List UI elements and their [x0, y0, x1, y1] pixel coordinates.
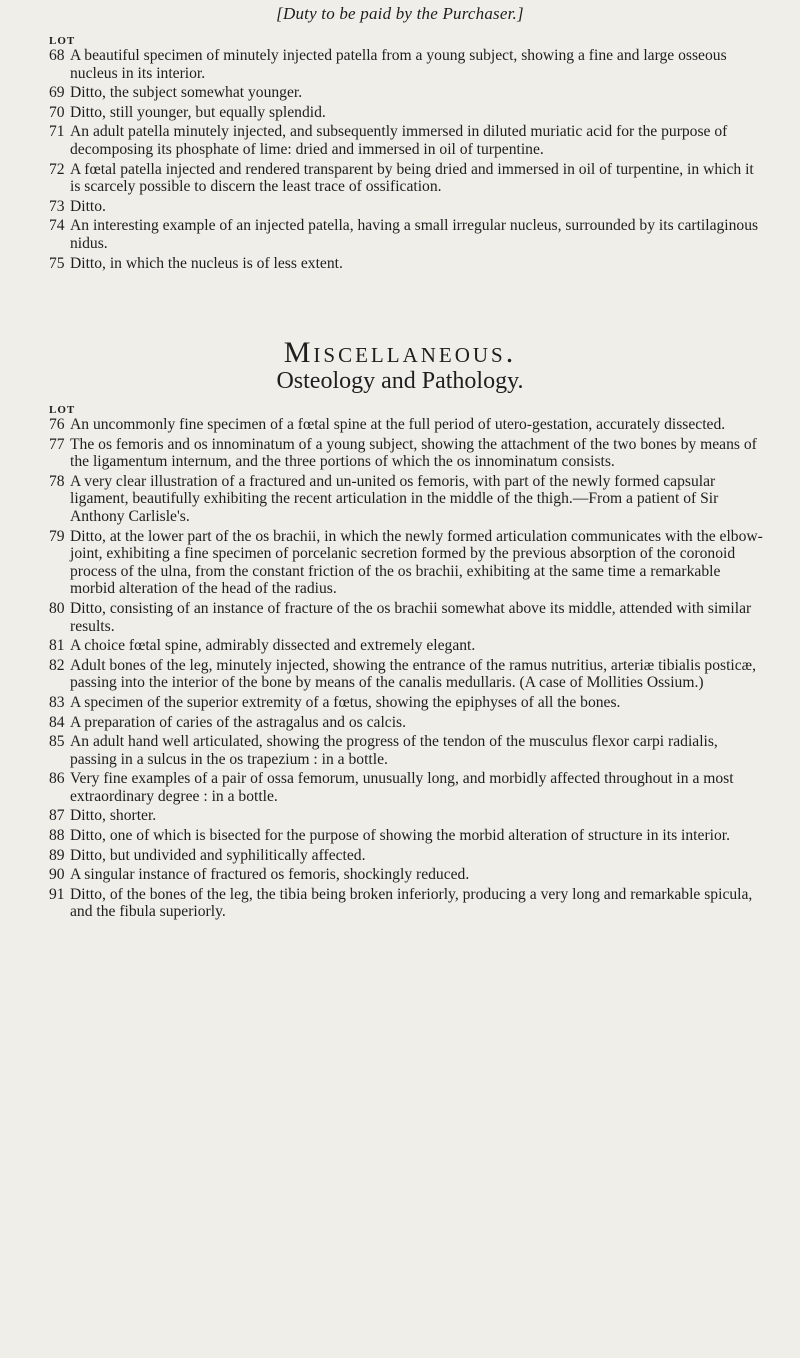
lot-description: Ditto, still younger, but equally splendid. [70, 103, 326, 121]
lot-entry [49, 161, 764, 196]
lot-entry [49, 847, 764, 865]
lot-entry [49, 694, 764, 712]
lot-entry [49, 416, 764, 434]
lot-number: 84 [49, 713, 65, 731]
lot-entry [49, 637, 764, 655]
lot-entry [49, 528, 764, 598]
lot-number: 68 [49, 47, 65, 64]
lot-description: Ditto, at the lower part of the os brachii, in which the newly formed articulation communicates with the elbow-joint, exhibiting a fine specimen of porcelanic secretion formed by the previous absorption of the coronoid process of the ulna, from the constant friction of the os brachii, exhibiting at the same time a remarkable morbid alteration of the head of the radius. [70, 527, 763, 598]
section-title: Miscellaneous. [283, 336, 517, 369]
lot-number: 88 [49, 827, 65, 845]
lot-entries-top [49, 47, 764, 272]
lot-entry [49, 657, 764, 692]
lot-entry [49, 600, 764, 635]
lot-number: 85 [49, 733, 65, 751]
lot-number: 89 [49, 846, 65, 864]
lot-column-label-2: LOT [49, 404, 76, 416]
lot-description: A choice fœtal spine, admirably dissected and extremely elegant. [70, 637, 476, 655]
lot-entry [49, 436, 764, 471]
lot-entry [49, 886, 764, 921]
lot-description: A fœtal patella injected and rendered transparent by being dried and immersed in oil of turpentine, in which it is scarcely possible to discern the least trace of ossification. [70, 160, 754, 196]
lot-number: 74 [49, 217, 65, 235]
lot-entry [49, 827, 764, 845]
lot-description: The os femoris and os innominatum of a young subject, showing the attachment of the two bones by means of the ligamentum internum, and the three portions of which the os innominatum consists. [70, 435, 757, 471]
lot-entry [49, 733, 764, 768]
lot-number: 70 [49, 103, 65, 121]
lot-number: 79 [49, 527, 65, 545]
lot-entry [49, 84, 764, 102]
lot-number: 75 [49, 254, 65, 272]
lot-number: 76 [49, 416, 65, 433]
lot-description: A preparation of caries of the astragalus and os calcis. [70, 713, 407, 731]
lot-description: Ditto, but undivided and syphilitically affected. [70, 846, 366, 864]
lot-entry [49, 255, 764, 273]
lot-description: Ditto, shorter. [70, 807, 157, 825]
lot-description: Ditto, consisting of an instance of fracture of the os brachii somewhat above its middle, attended with similar results. [70, 599, 752, 635]
lot-entry [49, 866, 764, 884]
lot-number: 91 [49, 885, 65, 903]
lot-description: Ditto, of the bones of the leg, the tibia being broken inferiorly, producing a very long and remarkable spicula, and the fibula superiorly. [70, 885, 753, 921]
section-subtitle: Osteology and Pathology. [276, 368, 524, 394]
lot-description: A very clear illustration of a fractured and un-united os femoris, with part of the newly formed capsular ligament, beautifully exhibiting the recent articulation in the middle of the thigh.—From a patient of Sir Anthony Carlisle's. [70, 472, 719, 525]
lot-number: 87 [49, 807, 65, 825]
lot-entry [49, 104, 764, 122]
lot-entry [49, 807, 764, 825]
lot-entry [49, 123, 764, 158]
lot-entry [49, 217, 764, 252]
lot-description: An adult hand well articulated, showing the progress of the tendon of the musculus flexor carpi radialis, passing in a sulcus in the os trapezium : in a bottle. [70, 733, 718, 768]
lot-number: 78 [49, 472, 65, 490]
lot-description: Very fine examples of a pair of ossa femorum, unusually long, and morbidly affected throughout in a most extraordinary degree : in a bottle. [70, 770, 734, 805]
page-header: [Duty to be paid by the Purchaser.] [276, 4, 524, 23]
lot-entries-bottom [49, 416, 764, 921]
lot-description: A beautiful specimen of minutely injected patella from a young subject, showing a fine and large osseous nucleus in its interior. [70, 47, 727, 82]
lot-number: 71 [49, 123, 65, 141]
lot-number: 73 [49, 197, 65, 215]
lot-description: Ditto, in which the nucleus is of less extent. [70, 254, 343, 272]
bottom-lot-list [49, 404, 764, 923]
lot-description: A specimen of the superior extremity of a fœtus, showing the epiphyses of all the bones. [70, 693, 621, 711]
lot-entry [49, 47, 764, 82]
lot-number: 72 [49, 160, 65, 178]
lot-number: 69 [49, 84, 65, 102]
lot-number: 90 [49, 866, 65, 884]
lot-number: 80 [49, 599, 65, 617]
lot-description: An uncommonly fine specimen of a fœtal spine at the full period of utero-gestation, accurately dissected. [70, 416, 726, 433]
lot-entry [49, 770, 764, 805]
lot-entry [49, 473, 764, 526]
lot-column-label: LOT [49, 35, 76, 47]
lot-description: Ditto, one of which is bisected for the purpose of showing the morbid alteration of structure in its interior. [70, 827, 730, 845]
lot-number: 86 [49, 770, 65, 788]
lot-number: 82 [49, 656, 65, 674]
lot-description: Adult bones of the leg, minutely injected, showing the entrance of the ramus nutritius, arteriæ tibialis posticæ, passing into the interior of the bone by means of the canalis medullaris. (A case of Mollities Ossium.) [70, 656, 756, 692]
lot-description: An interesting example of an injected patella, having a small irregular nucleus, surrounded by its cartilaginous nidus. [70, 217, 759, 252]
lot-description: Ditto. [70, 197, 106, 215]
lot-description: An adult patella minutely injected, and subsequently immersed in diluted muriatic acid for the purpose of decomposing its phosphate of lime: dried and immersed in oil of turpentine. [70, 123, 728, 158]
lot-description: A singular instance of fractured os femoris, shockingly reduced. [70, 866, 470, 884]
lot-entry [49, 198, 764, 216]
lot-entry [49, 714, 764, 732]
lot-number: 81 [49, 637, 65, 655]
lot-number: 83 [49, 693, 65, 711]
top-lot-list [49, 35, 764, 274]
lot-description: Ditto, the subject somewhat younger. [70, 84, 303, 102]
lot-number: 77 [49, 435, 65, 453]
